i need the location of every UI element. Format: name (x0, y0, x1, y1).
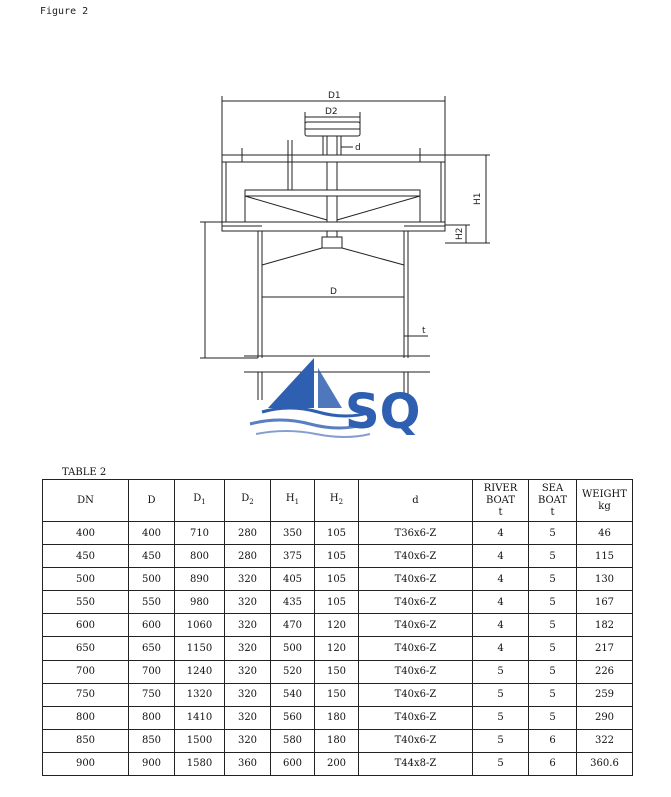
table-cell: 400 (129, 522, 175, 545)
dim-t-label: t (422, 326, 426, 336)
table-cell: 650 (129, 637, 175, 660)
table-cell: 1240 (175, 660, 225, 683)
table-row (43, 614, 633, 637)
table-cell: 5 (529, 591, 577, 614)
table-cell: 320 (225, 729, 271, 752)
col-h1: $H_1$ (271, 480, 315, 522)
table-cell: 4 (473, 545, 529, 568)
table-cell: 450 (129, 545, 175, 568)
table-cell: 4 (473, 568, 529, 591)
table-cell: 5 (529, 706, 577, 729)
table-cell: 700 (43, 660, 129, 683)
col-d-small: d (359, 480, 473, 522)
table-cell: T40x6-Z (359, 706, 473, 729)
table-cell: 550 (129, 591, 175, 614)
table-cell: 105 (315, 545, 359, 568)
table-cell: 800 (175, 545, 225, 568)
table-cell: 217 (577, 637, 633, 660)
col-sea-boat: SEA BOAT t (529, 480, 577, 522)
table-cell: T36x6-Z (359, 522, 473, 545)
table-cell: 450 (43, 545, 129, 568)
col-weight: WEIGHT kg (577, 480, 633, 522)
table-cell: 375 (271, 545, 315, 568)
table-cell: 850 (43, 729, 129, 752)
table-cell: 600 (43, 614, 129, 637)
table-cell: 46 (577, 522, 633, 545)
table-cell: 435 (271, 591, 315, 614)
table-cell: 650 (43, 637, 129, 660)
table-row (43, 729, 633, 752)
table-row (43, 683, 633, 706)
table-label: TABLE 2 (62, 467, 107, 478)
col-h2: $H_2$ (315, 480, 359, 522)
table-cell: 5 (529, 522, 577, 545)
table-cell: 320 (225, 591, 271, 614)
table-cell: 4 (473, 637, 529, 660)
table-header-row (43, 480, 633, 522)
col-d-cap: D (129, 480, 175, 522)
dim-d1-label: D1 (328, 91, 341, 101)
table-cell: 320 (225, 660, 271, 683)
table-cell: 560 (271, 706, 315, 729)
table-cell: 360.6 (577, 752, 633, 775)
table-cell: 550 (43, 591, 129, 614)
dim-h2-label: H2 (455, 227, 465, 240)
table-cell: 150 (315, 660, 359, 683)
table-cell: 800 (43, 706, 129, 729)
table-cell: 5 (473, 706, 529, 729)
table-cell: 259 (577, 683, 633, 706)
table-cell: 1410 (175, 706, 225, 729)
table-cell: 5 (473, 729, 529, 752)
table-cell: 182 (577, 614, 633, 637)
table-cell: 1150 (175, 637, 225, 660)
table-cell: 5 (473, 683, 529, 706)
dim-d-label: D (330, 287, 337, 297)
col-dn: DN (43, 480, 129, 522)
table-cell: 1060 (175, 614, 225, 637)
table-cell: T40x6-Z (359, 637, 473, 660)
table-cell: 980 (175, 591, 225, 614)
table-cell: T40x6-Z (359, 729, 473, 752)
dim-h1-label: H1 (473, 192, 483, 205)
table-cell: 5 (529, 614, 577, 637)
spec-table (42, 479, 633, 776)
table-cell: 710 (175, 522, 225, 545)
table-cell: 180 (315, 729, 359, 752)
table-cell: 320 (225, 568, 271, 591)
table-cell: 405 (271, 568, 315, 591)
table-cell: T40x6-Z (359, 568, 473, 591)
table-row (43, 591, 633, 614)
table-cell: 180 (315, 706, 359, 729)
table-cell: 540 (271, 683, 315, 706)
table-cell: 500 (271, 637, 315, 660)
table-cell: 600 (271, 752, 315, 775)
logo-text: SQ (345, 384, 421, 440)
table-cell: 105 (315, 522, 359, 545)
table-cell: 520 (271, 660, 315, 683)
table-cell: 5 (473, 660, 529, 683)
table-cell: 6 (529, 752, 577, 775)
table-cell: 5 (529, 683, 577, 706)
table-cell: 1580 (175, 752, 225, 775)
table-row (43, 545, 633, 568)
table-cell: 1500 (175, 729, 225, 752)
table-cell: 580 (271, 729, 315, 752)
dim-d-small-label: d (355, 143, 361, 153)
sq-logo (250, 358, 420, 440)
table-cell: 800 (129, 706, 175, 729)
table-cell: T40x6-Z (359, 614, 473, 637)
table-cell: 120 (315, 614, 359, 637)
col-river-boat: RIVER BOAT t (473, 480, 529, 522)
table-cell: T40x6-Z (359, 660, 473, 683)
table-cell: 115 (577, 545, 633, 568)
table-cell: 105 (315, 568, 359, 591)
table-row (43, 752, 633, 775)
col-d1: $D_1$ (175, 480, 225, 522)
table-cell: 4 (473, 614, 529, 637)
table-cell: 5 (529, 660, 577, 683)
table-cell: 200 (315, 752, 359, 775)
table-cell: 226 (577, 660, 633, 683)
table-cell: 350 (271, 522, 315, 545)
table-cell: T44x8-Z (359, 752, 473, 775)
table-cell: 470 (271, 614, 315, 637)
table-cell: 5 (529, 568, 577, 591)
table-cell: 5 (529, 637, 577, 660)
table-cell: 4 (473, 522, 529, 545)
table-cell: 320 (225, 706, 271, 729)
figure-label: Figure 2 (40, 6, 89, 17)
table-row (43, 568, 633, 591)
table-cell: 5 (529, 545, 577, 568)
table-cell: 320 (225, 637, 271, 660)
table-cell: 700 (129, 660, 175, 683)
table-cell: 360 (225, 752, 271, 775)
table-row (43, 637, 633, 660)
table-row (43, 660, 633, 683)
table-cell: T40x6-Z (359, 683, 473, 706)
table-cell: 4 (473, 591, 529, 614)
table-cell: 320 (225, 614, 271, 637)
table-row (43, 522, 633, 545)
table-cell: 400 (43, 522, 129, 545)
table-cell: 850 (129, 729, 175, 752)
table-cell: 1320 (175, 683, 225, 706)
table-cell: 105 (315, 591, 359, 614)
table-cell: T40x6-Z (359, 545, 473, 568)
table-cell: 750 (43, 683, 129, 706)
table-cell: 900 (129, 752, 175, 775)
table-cell: 600 (129, 614, 175, 637)
table-cell: 890 (175, 568, 225, 591)
table-cell: 320 (225, 683, 271, 706)
col-d2: $D_2$ (225, 480, 271, 522)
table-cell: 120 (315, 637, 359, 660)
table-cell: 290 (577, 706, 633, 729)
table-cell: 5 (473, 752, 529, 775)
table-row (43, 706, 633, 729)
table-cell: 750 (129, 683, 175, 706)
table-cell: 280 (225, 522, 271, 545)
table-cell: 500 (43, 568, 129, 591)
table-cell: 167 (577, 591, 633, 614)
table-cell: 6 (529, 729, 577, 752)
table-cell: 280 (225, 545, 271, 568)
table-cell: 322 (577, 729, 633, 752)
table-cell: 130 (577, 568, 633, 591)
table-cell: 900 (43, 752, 129, 775)
table-cell: T40x6-Z (359, 591, 473, 614)
table-cell: 500 (129, 568, 175, 591)
dim-d2-label: D2 (325, 107, 338, 117)
table-cell: 150 (315, 683, 359, 706)
